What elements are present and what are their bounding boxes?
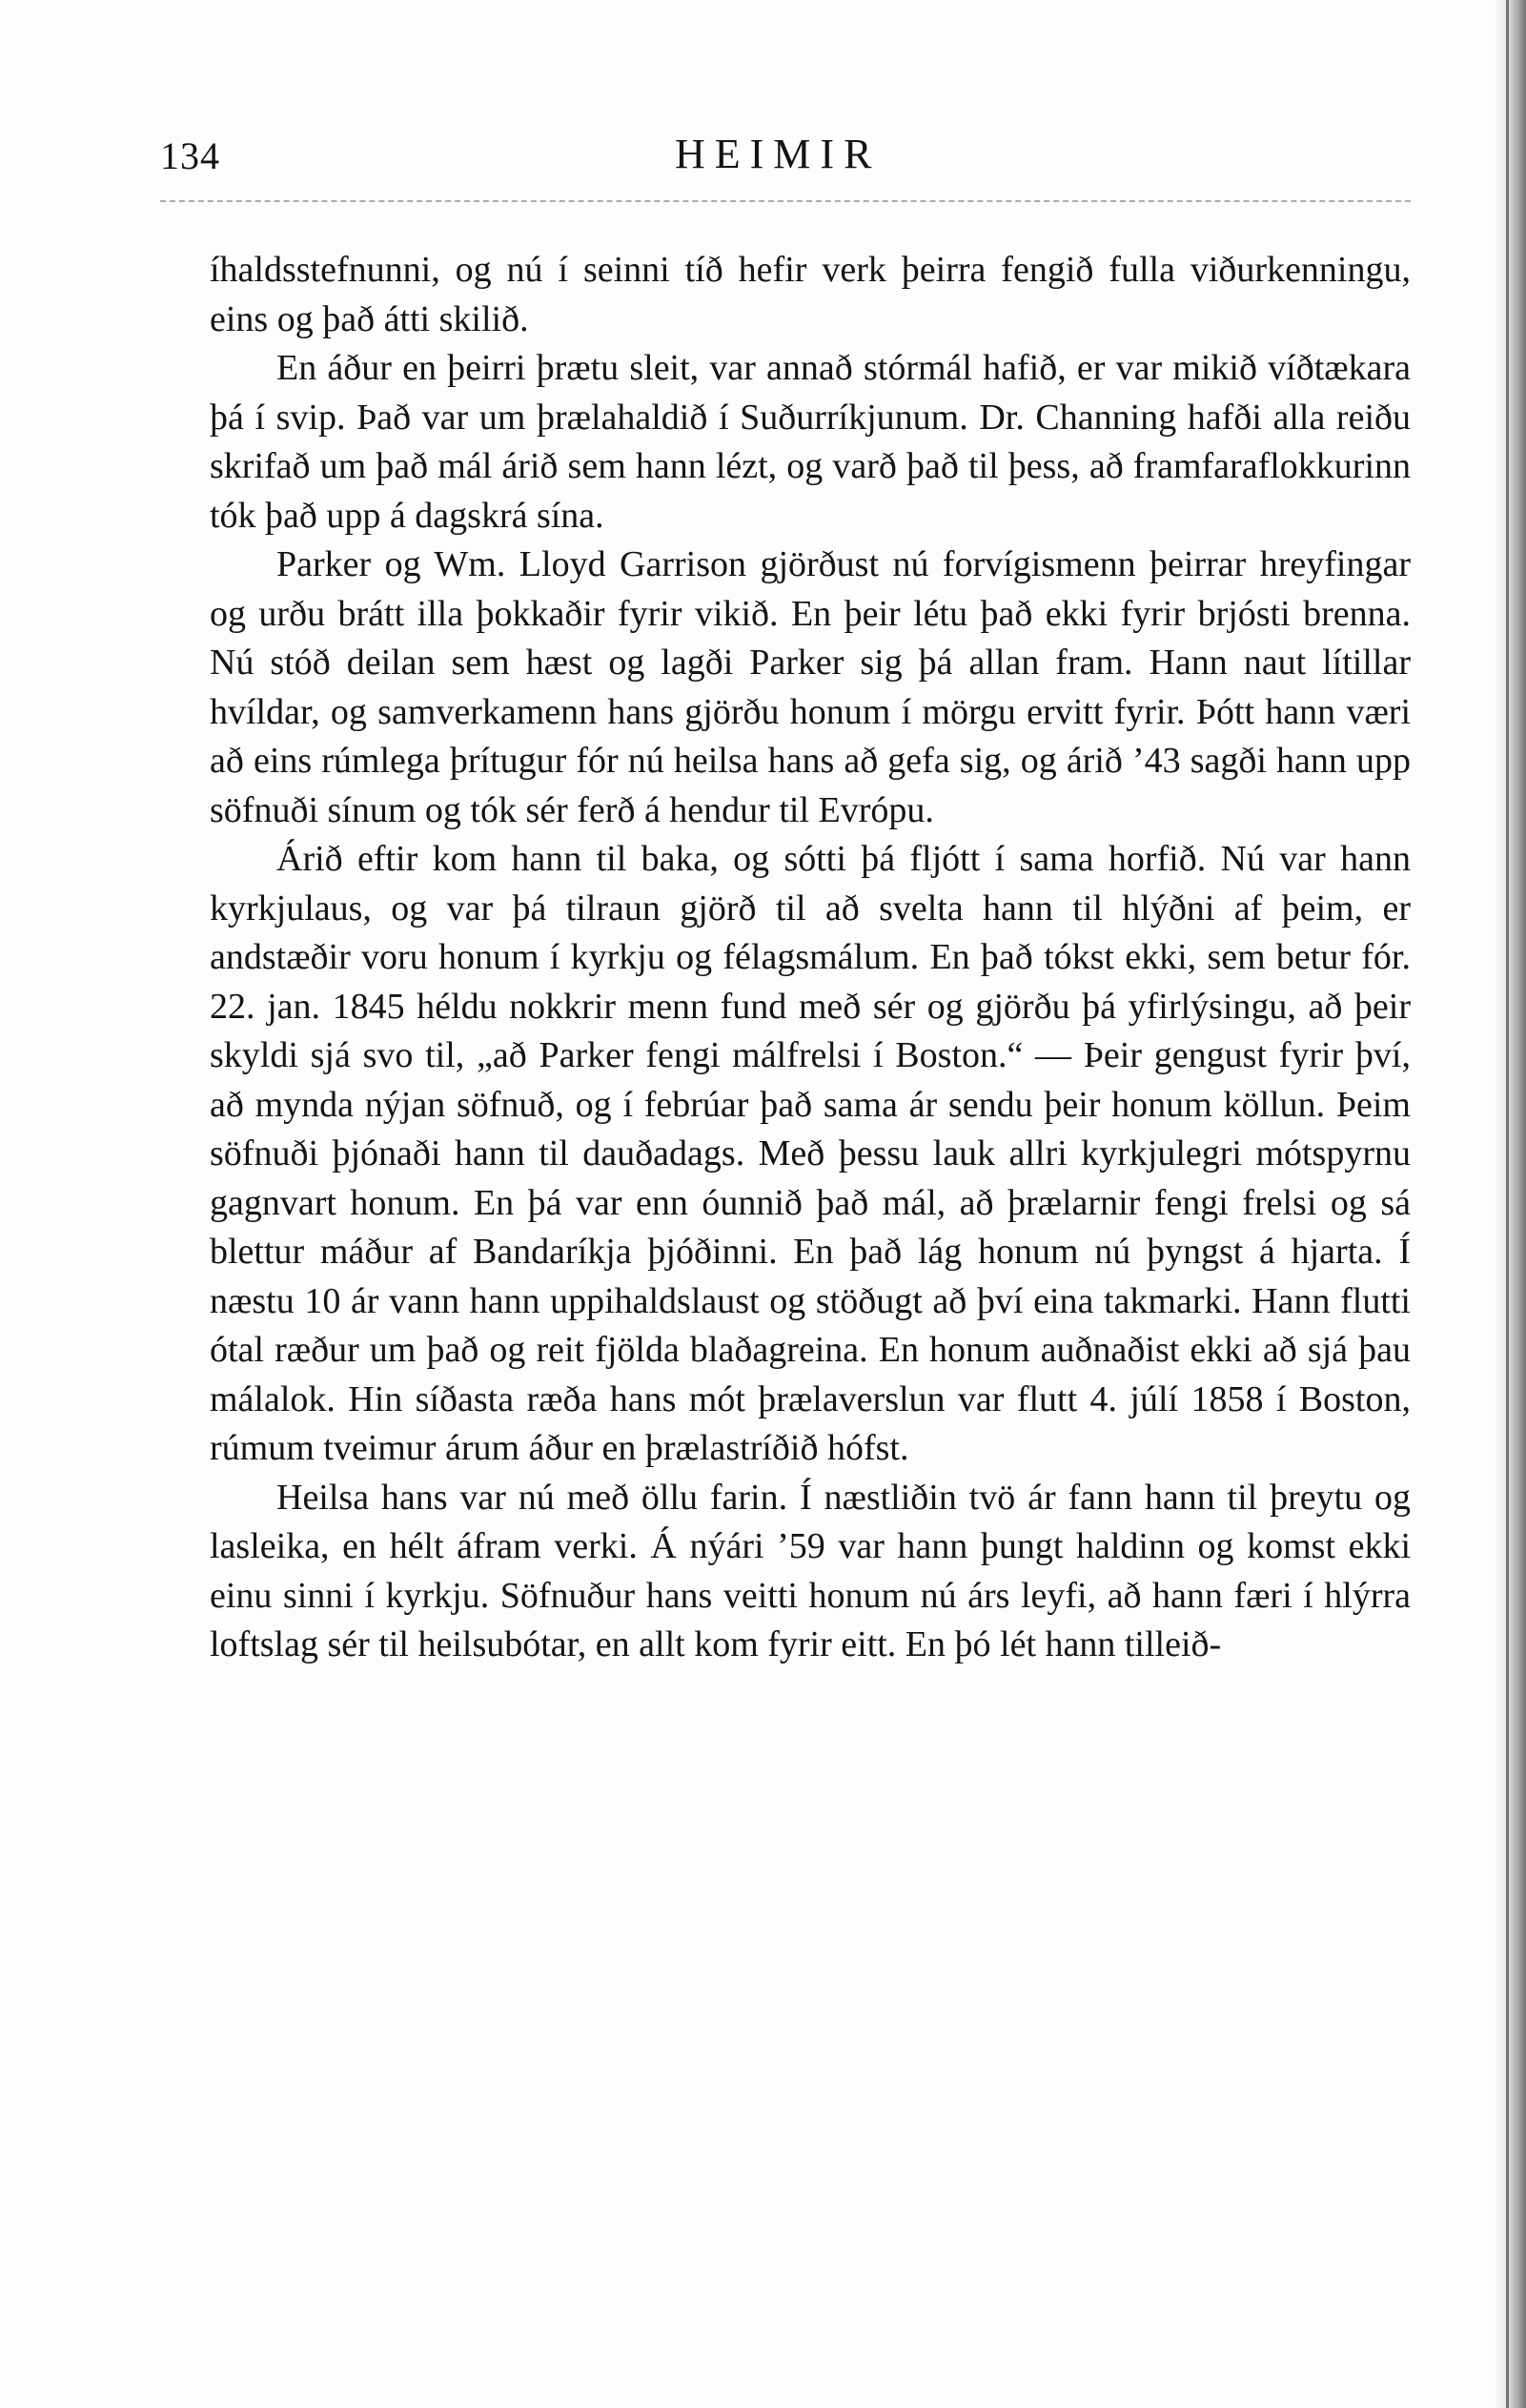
page-header [160, 133, 1411, 191]
paragraph-1: íhaldsstefnunni, og nú í seinni tíð hefir verk þeirra fengið fulla viðurkenningu, eins og það átti skilið. [210, 250, 1411, 339]
header-rule [160, 200, 1411, 202]
body-text [210, 246, 1411, 1670]
paragraph-3: Parker og Wm. Lloyd Garrison gjörðust nú forvígismenn þeirrar hreyfingar og urðu brátt illa þokkaðir fyrir vikið. En þeir létu það ekki fyrir brjósti brenna. Nú stóð deilan sem hæst og lagði Parker sig þá allan fram. Hann naut lítillar hvíldar, og samverkamenn hans gjörðu honum í mörgu ervitt fyrir. Þótt hann væri að eins rúmlega þrítugur fór nú heilsa hans að gefa sig, og árið ’43 sagði hann upp söfnuði sínum og tók sér ferð á hendur til Evrópu. [210, 544, 1411, 830]
page-number: 134 [160, 134, 220, 177]
paragraph-4: Árið eftir kom hann til baka, og sótti þá fljótt í sama horfið. Nú var hann kyrkjulaus, og var þá tilraun gjörð til að svelta hann til hlýðni af þeim, er andstæðir voru honum í kyrkju og félagsmálum. En það tókst ekki, sem betur fór. 22. jan. 1845 héldu nokkrir menn fund með sér og gjörðu þá yfirlýsingu, að þeir skyldi sjá svo til, „að Parker fengi málfrelsi í Boston.“ — Þeir gengust fyrir því, að mynda nýjan söfnuð, og í febrúar það sama ár sendu þeir honum köllun. Þeim söfnuði þjónaði hann til dauðadags. Með þessu lauk allri kyrkjulegri mótspyrnu gagnvart honum. En þá var enn óunnið það mál, að þrælarnir fengi frelsi og sá blettur máður af Bandaríkja þjóðinni. En það lág honum nú þyngst á hjarta. Í næstu 10 ár vann hann uppihaldslaust og stöðugt að því eina takmarki. Hann flutti ótal ræður um það og reit fjölda blaðagreina. En honum auðnaðist ekki að sjá þau málalok. Hin síðasta ræða hans mót þrælaverslun var flutt 4. júlí 1858 í Boston, rúmum tveimur árum áður en þrælastríðið hófst. [210, 839, 1411, 1468]
paragraph-2: En áður en þeirri þrætu sleit, var annað stórmál hafið, er var mikið víðtækara þá í svip. Það var um þrælahaldið í Suðurríkjunum. Dr. Channing hafði alla reiðu skrifað um það mál árið sem hann lézt, og varð það til þess, að framfaraflokkurinn tók það upp á dagskrá sína. [210, 348, 1411, 536]
binding-edge-line [1506, 0, 1509, 2408]
paragraph-5: Heilsa hans var nú með öllu farin. Í næstliðin tvö ár fann hann til þreytu og lasleika, en hélt áfram verki. Á nýári ’59 var hann þungt haldinn og komst ekki einu sinni í kyrkju. Söfnuður hans veitti honum nú árs leyfi, að hann færi í hlýrra loftslag sér til heilsubótar, en allt kom fyrir eitt. En þó lét hann tilleið- [210, 1477, 1411, 1664]
binding-shadow [1494, 0, 1526, 2408]
running-title: HEIMIR [675, 131, 882, 177]
